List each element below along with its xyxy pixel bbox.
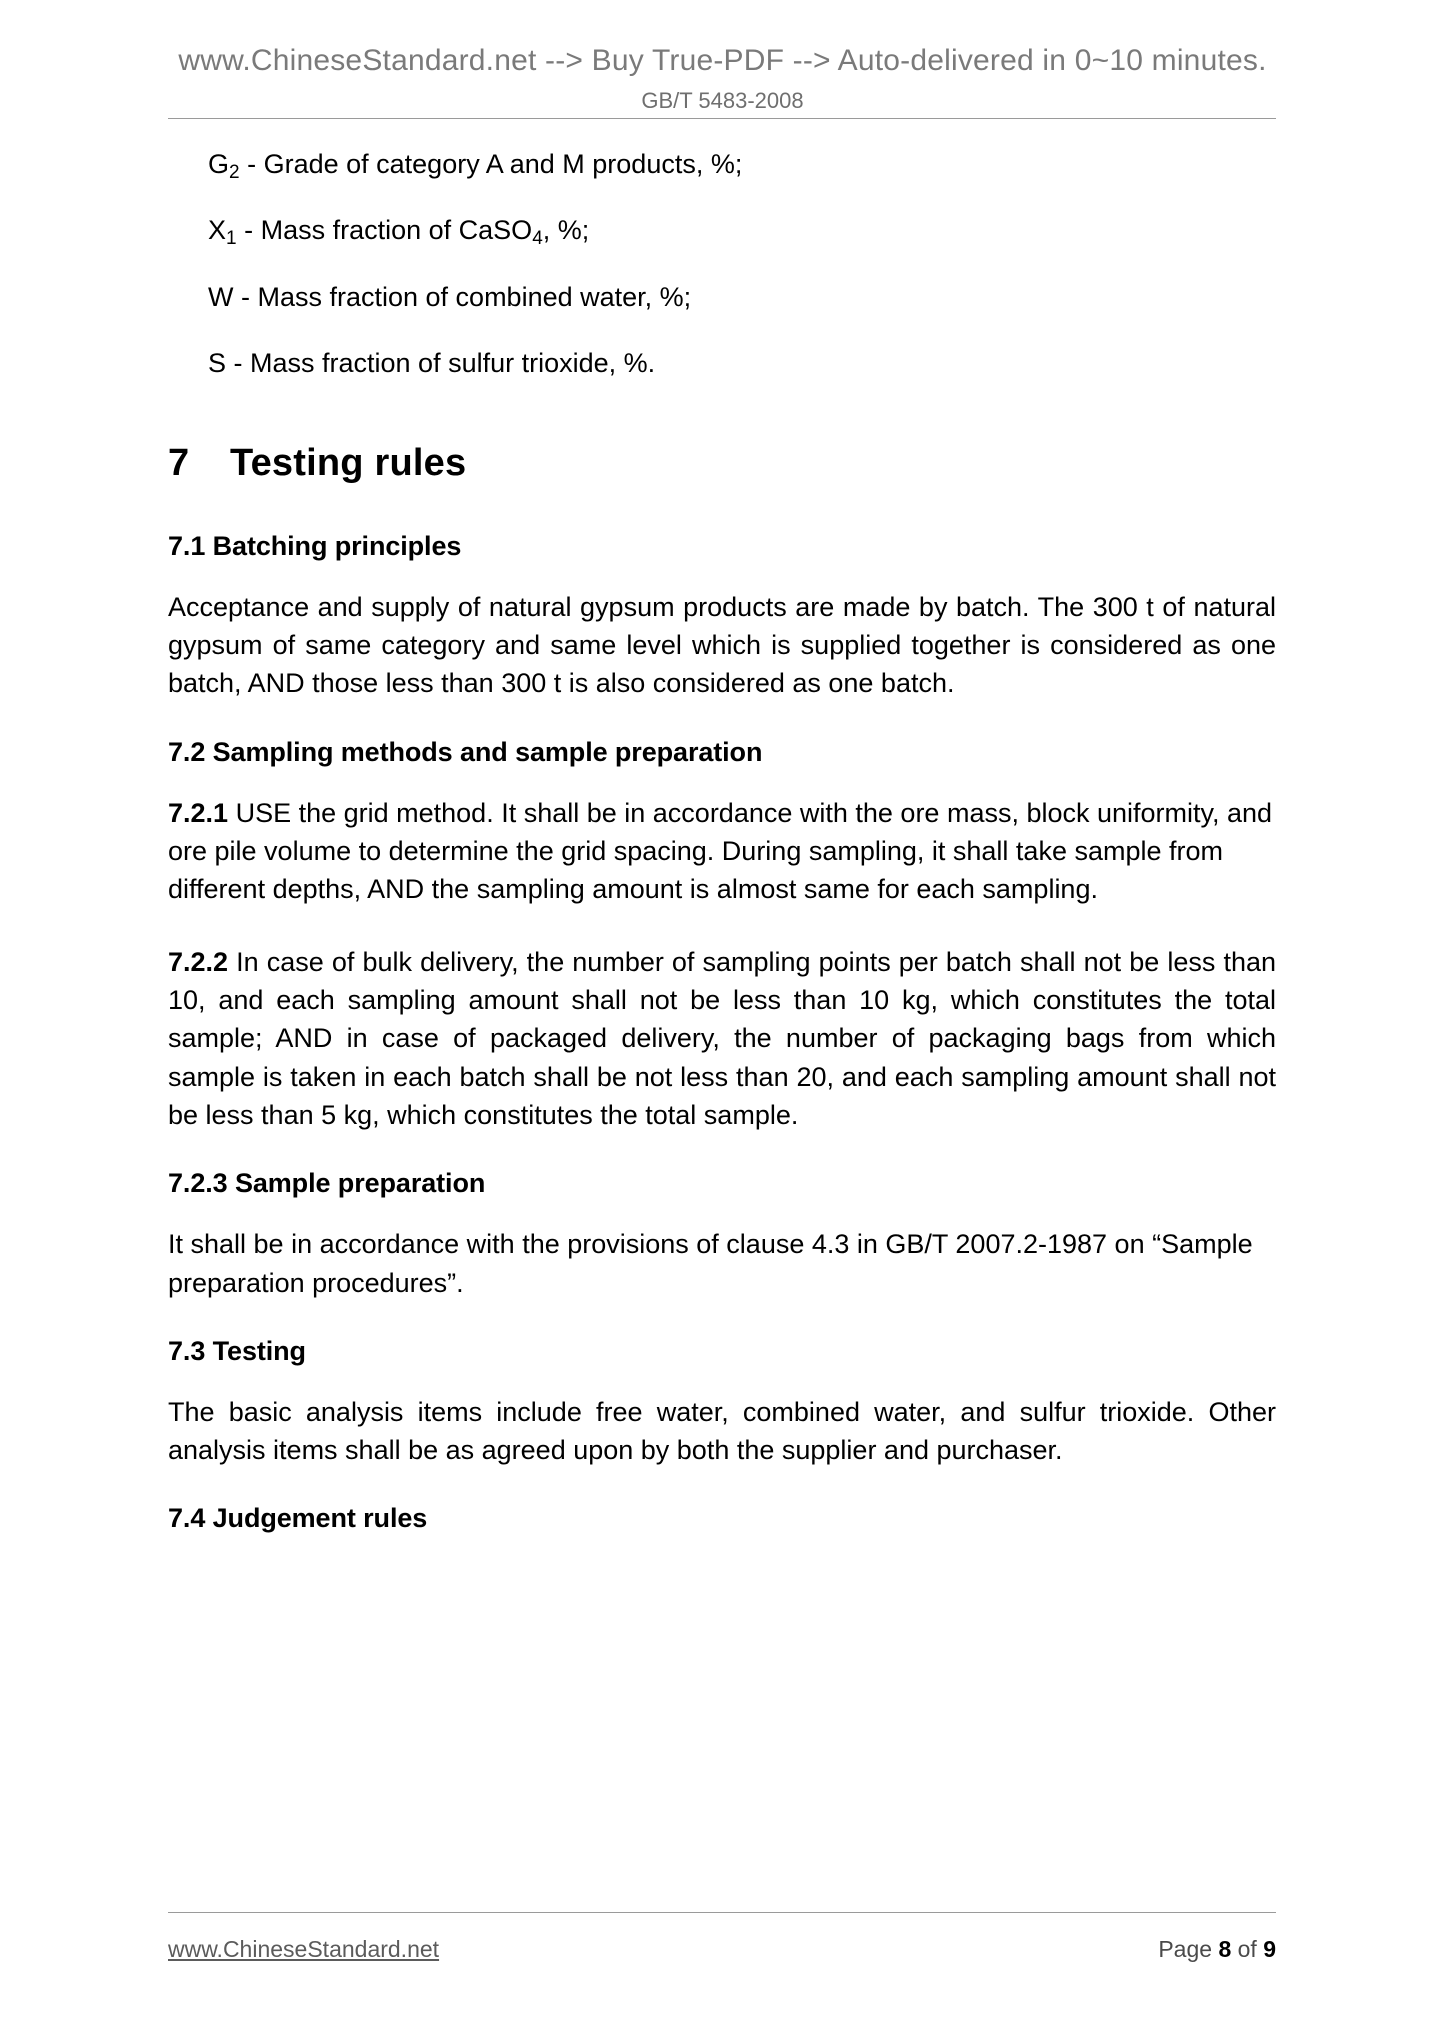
section-heading-7 <box>168 442 1276 485</box>
paragraph-7-2-1 <box>168 794 1276 909</box>
definition-subscript: 1 <box>226 228 237 250</box>
page-header <box>0 44 1445 114</box>
paragraph-7-3: The basic analysis items include free water, combined water, and sulfur trioxide. Other analysis items shall be as agreed upon by both the supplier and purchaser. <box>168 1396 1276 1466</box>
definition-text: - Mass fraction of sulfur trioxide, %. <box>226 348 656 379</box>
clause-label-7-2-1: 7.2.1 <box>168 797 229 828</box>
page-footer <box>168 1936 1276 1963</box>
watermark-promo-text: www.ChineseStandard.net --> Buy True-PDF --> Auto-delivered in 0~10 minutes. <box>178 44 1267 77</box>
definition-item-w <box>208 281 1276 313</box>
definition-item-x1 <box>208 214 1276 250</box>
definition-item-s <box>208 347 1276 379</box>
page-total: 9 <box>1263 1936 1276 1962</box>
page-number-indicator <box>1158 1936 1276 1963</box>
footer-divider <box>168 1912 1276 1913</box>
footer-site-link[interactable]: www.ChineseStandard.net <box>168 1936 440 1962</box>
definition-text: - Mass fraction of combined water, %; <box>233 281 692 312</box>
heading-7-4: 7.4 Judgement rules <box>168 1503 428 1534</box>
definition-symbol: X <box>208 215 227 246</box>
standard-code-label: GB/T 5483-2008 <box>641 88 804 113</box>
heading-7-2: 7.2 Sampling methods and sample preparation <box>168 736 763 767</box>
definition-text: - Grade of category A and M products, %; <box>239 149 743 179</box>
definition-subscript: 2 <box>229 162 240 183</box>
clause-text-7-2-2: In case of bulk delivery, the number of sampling points per batch shall not be less than 10, and each sampling amount shall not be less than 10 kg, which constitutes the total sample; AND in case of packaged delivery, the number of packaging bags from which sample is taken in each batch shall be not less than 20, and each sampling amount shall not be less than 5 kg, which constitutes the total sample. <box>168 946 1276 1130</box>
definition-symbol: G <box>208 149 230 179</box>
paragraph-7-1: Acceptance and supply of natural gypsum products are made by batch. The 300 t of natural gypsum of same category and same level which is supplied together is considered as one batch, AND those less than 300 t is also considered as one batch. <box>168 591 1276 699</box>
heading-7-2-3: 7.2.3 Sample preparation <box>168 1168 486 1199</box>
section-number: 7 <box>168 441 190 484</box>
clause-text-7-2-1: USE the grid method. It shall be in accordance with the ore mass, block uniformity, and ore pile volume to determine the grid spacing. During sampling, it shall take sample from different depths, AND the sampling amount is almost same for each sampling. <box>168 797 1273 905</box>
paragraph-7-2-2 <box>168 943 1276 1135</box>
definition-subscript-formula: 4 <box>532 228 543 250</box>
page-current: 8 <box>1218 1936 1232 1962</box>
definition-text: - Mass fraction of CaSO <box>236 215 533 246</box>
page-prefix: Page <box>1158 1936 1219 1962</box>
definition-symbol: W <box>208 281 234 312</box>
definition-text-tail: , %; <box>542 215 590 246</box>
section-title: Testing rules <box>230 441 467 484</box>
page-of: of <box>1231 1936 1264 1962</box>
paragraph-7-2-3: It shall be in accordance with the provisions of clause 4.3 in GB/T 2007.2-1987 on “Sample preparation procedures”. <box>168 1229 1253 1298</box>
definition-symbol: S <box>208 348 227 379</box>
document-body <box>168 140 1276 1560</box>
heading-7-3: 7.3 Testing <box>168 1335 306 1366</box>
clause-label-7-2-2: 7.2.2 <box>168 946 229 977</box>
definition-item-g2 <box>208 148 1276 183</box>
heading-7-1: 7.1 Batching principles <box>168 530 462 561</box>
header-divider <box>168 118 1276 119</box>
symbol-definitions-list <box>168 148 1276 380</box>
